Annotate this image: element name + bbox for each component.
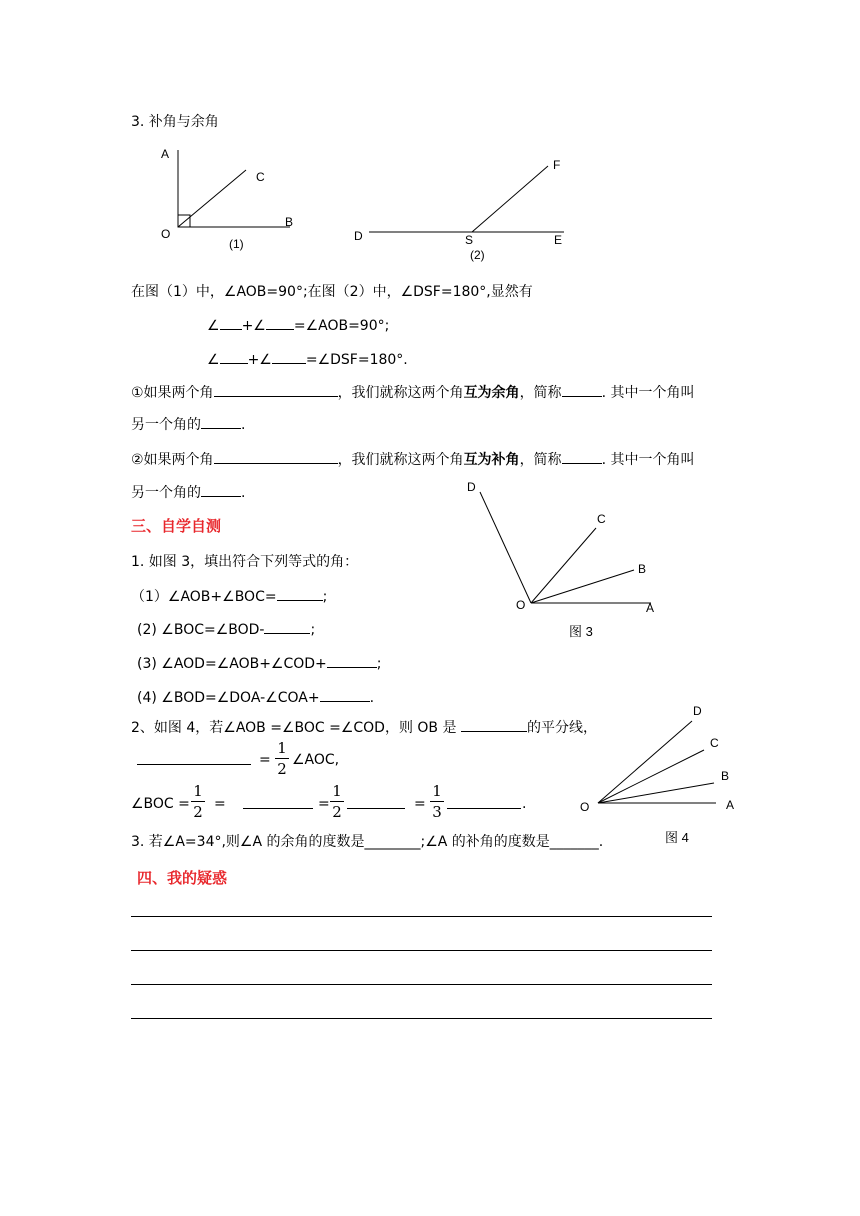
fig1-caption: (1) bbox=[229, 237, 244, 251]
fig1-ray-oc bbox=[178, 170, 246, 227]
q1b-text: (2) ∠BOC=∠BOD- bbox=[137, 622, 265, 638]
q1c-blank[interactable] bbox=[327, 654, 377, 668]
def2-blank-other[interactable] bbox=[201, 483, 241, 497]
q2b-half-den: 2 bbox=[277, 760, 287, 778]
fig4-label-o: O bbox=[580, 800, 590, 814]
eq1-plus: +∠ bbox=[241, 318, 266, 334]
def1-term: 互为余角 bbox=[463, 385, 520, 401]
definition-supplementary bbox=[131, 450, 694, 469]
fig4-caption: 图 4 bbox=[665, 830, 689, 845]
fig1-label-a: A bbox=[161, 147, 170, 161]
doubt-line-2[interactable] bbox=[131, 950, 712, 951]
q2c-blank-2[interactable] bbox=[347, 795, 405, 809]
q2b-aoc: ∠AOC, bbox=[292, 752, 340, 768]
doubts-heading: 四、我的疑惑 bbox=[137, 869, 228, 887]
q2-post: 的平分线， bbox=[526, 720, 597, 736]
def1-line2: 另一个角的 bbox=[131, 417, 201, 433]
q1c-end: ; bbox=[376, 656, 382, 672]
q2b-half-fraction bbox=[275, 739, 289, 778]
fig2-label-d: D bbox=[354, 229, 363, 243]
q2c-fraction-2 bbox=[330, 782, 344, 821]
q2c-num-2: 1 bbox=[332, 782, 342, 800]
q2c-fraction-1 bbox=[191, 782, 205, 821]
fig4-ray-oc bbox=[598, 750, 704, 803]
equation-complementary bbox=[207, 316, 389, 335]
q2c-eq-2: = bbox=[318, 796, 330, 812]
fig4-label-d: D bbox=[693, 704, 702, 718]
def1-tail: . 其中一个角叫 bbox=[601, 385, 695, 401]
eq1-rest: =∠AOB=90°; bbox=[293, 318, 390, 334]
fig3-ray-ob bbox=[531, 570, 634, 603]
q1a-blank[interactable] bbox=[277, 587, 323, 601]
q2c-den-3: 3 bbox=[432, 803, 442, 821]
q2c-blank-3[interactable] bbox=[447, 795, 521, 809]
def2-blank-short[interactable] bbox=[562, 450, 602, 464]
q1a-end: ; bbox=[322, 589, 328, 605]
definition-supplementary-line2 bbox=[131, 483, 245, 502]
fig3-label-c: C bbox=[597, 512, 606, 526]
def1-mid: ，我们就称这两个角 bbox=[337, 385, 464, 401]
def1-prefix: ①如果两个角 bbox=[131, 385, 214, 401]
fig2-label-f: F bbox=[553, 158, 561, 172]
eq2-angle-sign: ∠ bbox=[207, 352, 220, 368]
def1-blank-condition[interactable] bbox=[214, 383, 338, 397]
eq2-blank-1[interactable] bbox=[220, 350, 248, 364]
eq1-blank-2[interactable] bbox=[266, 316, 294, 330]
q2c-bar-3 bbox=[430, 801, 444, 802]
doubt-line-3[interactable] bbox=[131, 984, 712, 985]
q1-item-1 bbox=[131, 587, 327, 606]
q2b-blank[interactable] bbox=[137, 751, 251, 765]
q2-text bbox=[131, 718, 597, 737]
q1b-end: ; bbox=[310, 622, 316, 638]
q1-item-3 bbox=[137, 654, 382, 673]
fig1-label-b: B bbox=[285, 215, 294, 229]
q1d-text: (4) ∠BOD=∠DOA-∠COA+ bbox=[137, 690, 320, 706]
q2c-fraction-3 bbox=[430, 782, 444, 821]
def2-blank-condition[interactable] bbox=[214, 450, 338, 464]
section3-title: 3. 补角与余角 bbox=[131, 114, 219, 130]
q1c-text: (3) ∠AOD=∠AOB+∠COD+ bbox=[137, 656, 327, 672]
q2c-eq-3: = bbox=[414, 796, 426, 812]
eq2-plus: +∠ bbox=[247, 352, 272, 368]
def1-blank-other[interactable] bbox=[201, 415, 241, 429]
fig2-label-e: E bbox=[554, 233, 563, 247]
fig1-label-o: O bbox=[161, 227, 171, 241]
q3-text: 3. 若∠A=34°,则∠A 的余角的度数是________;∠A 的补角的度数是_______. bbox=[131, 834, 604, 850]
def1-end: . bbox=[241, 417, 246, 433]
fig3-ray-oc bbox=[531, 528, 596, 603]
q1-item-4 bbox=[137, 688, 374, 707]
q1-item-2 bbox=[137, 620, 315, 639]
eq1-blank-1[interactable] bbox=[220, 316, 242, 330]
fig4-ray-ob bbox=[598, 783, 714, 803]
fig2-caption: (2) bbox=[470, 248, 485, 262]
q2b-half-num: 1 bbox=[277, 739, 287, 757]
equation-supplementary bbox=[207, 350, 408, 369]
def1-comma: ，简称 bbox=[519, 385, 562, 401]
eq2-rest: =∠DSF=180°. bbox=[305, 352, 408, 368]
selftest-heading: 三、自学自测 bbox=[131, 517, 222, 535]
intro-text: 在图（1）中，∠AOB=90°;在图（2）中，∠DSF=180°,显然有 bbox=[131, 284, 533, 300]
def2-term: 互为补角 bbox=[463, 452, 520, 468]
definition-complementary bbox=[131, 383, 694, 402]
fig3-caption: 图 3 bbox=[569, 624, 593, 639]
fig4-label-c: C bbox=[710, 736, 719, 750]
q1d-end: . bbox=[369, 690, 375, 706]
q2-pre: 2、如图 4，若∠AOB =∠BOC =∠COD，则 OB 是 bbox=[131, 720, 457, 736]
q2b-half-bar bbox=[275, 758, 289, 759]
q2c-den-1: 2 bbox=[193, 803, 203, 821]
def1-blank-short[interactable] bbox=[562, 383, 602, 397]
fig3-label-b: B bbox=[638, 562, 647, 576]
q2c-blank-1[interactable] bbox=[243, 795, 313, 809]
eq2-blank-2[interactable] bbox=[272, 350, 306, 364]
def2-end: . bbox=[241, 485, 246, 501]
q2c-bar-1 bbox=[191, 801, 205, 802]
q2-blank-bisector[interactable] bbox=[461, 718, 527, 732]
def2-line2: 另一个角的 bbox=[131, 485, 201, 501]
def2-prefix: ②如果两个角 bbox=[131, 452, 214, 468]
def2-mid: ，我们就称这两个角 bbox=[337, 452, 464, 468]
def2-tail: . 其中一个角叫 bbox=[601, 452, 695, 468]
eq1-angle-sign: ∠ bbox=[207, 318, 220, 334]
fig3-label-d: D bbox=[467, 480, 476, 494]
q1-text: 1. 如图 3，填出符合下列等式的角： bbox=[131, 554, 359, 570]
definition-complementary-line2 bbox=[131, 415, 245, 434]
q2c-eq-1: = bbox=[214, 796, 226, 812]
q1b-blank[interactable] bbox=[264, 620, 310, 634]
fig3-label-a: A bbox=[646, 601, 655, 615]
fig4-label-b: B bbox=[721, 769, 730, 783]
q1a-text: （1）∠AOB+∠BOC= bbox=[131, 589, 277, 605]
q2b-equals: = bbox=[259, 752, 271, 768]
def2-comma: ，简称 bbox=[519, 452, 562, 468]
q2c-num-3: 1 bbox=[432, 782, 442, 800]
q2c-num-1: 1 bbox=[193, 782, 203, 800]
fig4-label-a: A bbox=[726, 798, 735, 812]
fig3-ray-od bbox=[480, 492, 531, 603]
fig4-ray-od bbox=[598, 721, 692, 803]
fig3-label-o: O bbox=[516, 598, 526, 612]
q1d-blank[interactable] bbox=[320, 688, 370, 702]
doubt-line-1[interactable] bbox=[131, 916, 712, 917]
q2c-boc: ∠BOC = bbox=[131, 796, 190, 812]
fig2-ray-sf bbox=[472, 166, 548, 232]
fig1-label-c: C bbox=[256, 170, 265, 184]
fig2-label-s: S bbox=[465, 233, 474, 247]
q2c-end: . bbox=[522, 796, 527, 812]
q2c-den-2: 2 bbox=[332, 803, 342, 821]
doubt-line-4[interactable] bbox=[131, 1018, 712, 1019]
q2c-bar-2 bbox=[330, 801, 344, 802]
